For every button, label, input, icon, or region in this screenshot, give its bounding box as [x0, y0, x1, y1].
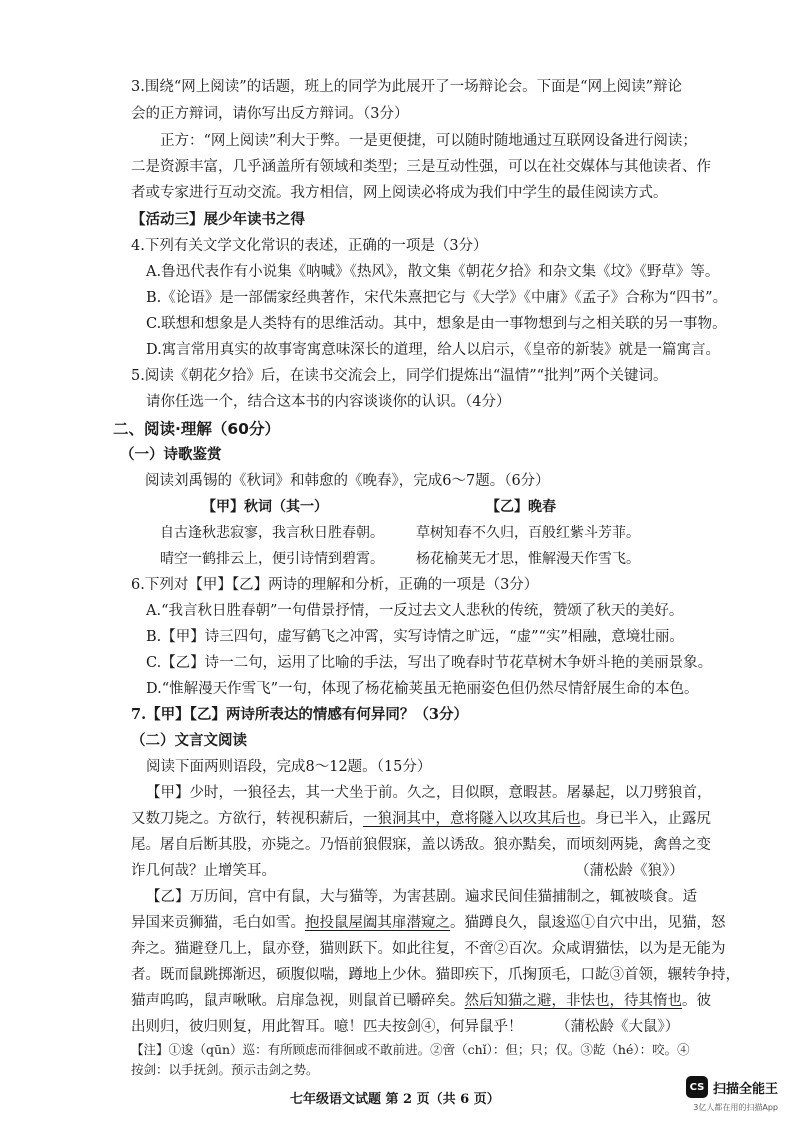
- wolf-line2: 又数刀毙之。方欲行，转视积薪后，一狼洞其中，意将隧入以攻其后也。身已半入，止露尻: [131, 811, 711, 827]
- scanner-watermark: [686, 1076, 778, 1098]
- q4-option-a: A.鲁迅代表作有小说集《呐喊》《热风》，散文集《朝花夕拾》和杂文集《坟》《野草》等。: [146, 264, 720, 280]
- wolf-line1: 【甲】少时，一狼径去，其一犬坐于前。久之，目似瞑，意暇甚。屠暴起，以刀劈狼首，: [146, 785, 712, 801]
- rat-line1: 【乙】万历间，宫中有鼠，大与猫等，为害甚剧。遍求民间佳猫捕制之，辄被啖食。适: [146, 889, 697, 905]
- q7-stem: 7.【甲】【乙】两诗所表达的情感有何异同？（3分）: [131, 706, 468, 723]
- q6-option-d: D.“惟解漫天作雪飞”一句，体现了杨花榆荚虽无艳丽姿色但仍然尽情舒展生命的本色。: [146, 681, 699, 697]
- q6-stem: 6.下列对【甲】【乙】两诗的理解和分析，正确的一项是（3分）: [131, 577, 539, 593]
- q4-option-d: D.寓言常用真实的故事寄寓意味深长的道理，给人以启示，《皇帝的新装》就是一篇寓言。: [146, 342, 720, 358]
- q3-zhengfang-1: 正方：“网上阅读”利大于弊。一是更便捷，可以随时随地通过互联网设备进行阅读；: [160, 133, 697, 149]
- rat-line5: 猫声呜呜，鼠声啾啾。启扉急视，则鼠首已嚼碎矣。然后知猫之避，非怯也，待其惰也。彼: [131, 993, 711, 1009]
- q6-option-b: B.【甲】诗三四句，虚写鹤飞之冲霄，实写诗情之旷远，“虚”“实”相融，意境壮丽。: [146, 629, 684, 645]
- wolf-source: （蒲松龄《狼》）: [575, 863, 684, 879]
- poem-a-title: 【甲】秋词（其一）: [202, 499, 328, 515]
- q5-line2: 请你任选一个，结合这本书的内容谈谈你的认识。（4分）: [146, 394, 511, 410]
- wolf-line3: 尾。屠自后断其股，亦毙之。乃悟前狼假寐，盖以诱敌。狼亦黠矣，而顷刻两毙，禽兽之变: [131, 837, 711, 853]
- camscanner-logo-icon: CS: [686, 1076, 708, 1098]
- wenyan-intro: 阅读下面两则语段，完成8～12题。（15分）: [146, 759, 432, 775]
- watermark-tagline: 3亿人都在用的扫描App: [693, 1103, 778, 1112]
- activity3-heading: 【活动三】展少年读书之得: [131, 211, 305, 228]
- part1-heading: （一）诗歌鉴赏: [120, 446, 222, 463]
- poem-b-title: 【乙】晚春: [486, 499, 556, 515]
- rat-source: （蒲松龄《大鼠》）: [556, 1019, 680, 1035]
- q3-line2: 会的正方辩词，请你写出反方辩词。（3分）: [131, 106, 409, 122]
- poem-intro: 阅读刘禹锡的《秋词》和韩愈的《晚春》，完成6～7题。（6分）: [145, 473, 550, 489]
- notes-line2: 按剑：以手抚剑。预示击剑之势。: [131, 1062, 319, 1077]
- watermark-name: 扫描全能王: [712, 1081, 778, 1097]
- poem-a-line2: 晴空一鹤排云上，便引诗情到碧霄。: [160, 551, 384, 567]
- q4-option-c: C.联想和想象是人类特有的思维活动。其中，想象是由一事物想到与之相关联的另一事物。: [146, 316, 727, 332]
- q6-option-c: C.【乙】诗一二句，运用了比喻的手法，写出了晚春时节花草树木争妍斗艳的美丽景象。: [146, 655, 713, 671]
- rat-line4: 者。既而鼠跳掷渐迟，硕腹似喘，蹲地上少休。猫即疾下，爪掬顶毛，口龁③首领，辗转争持，: [131, 967, 740, 983]
- rat-underlined-sentence-2: 然后知猫之避，非怯也，待其惰也: [464, 993, 682, 1009]
- q6-option-a: A.“我言秋日胜春朝”一句借景抒情，一反过去文人悲秋的传统，赞颂了秋天的美好。: [146, 603, 684, 619]
- wolf-underlined-sentence: 一狼洞其中，意将隧入以攻其后也: [363, 811, 581, 827]
- notes-line1: 【注】①逡（qūn）巡：有所顾虑而徘徊或不敢前进。②啻（chǐ）：但；只；仅。③龁（hé）：咬。④: [131, 1042, 690, 1057]
- section2-heading: 二、阅读·理解（60分）: [113, 420, 280, 438]
- q4-option-b: B.《论语》是一部儒家经典著作，宋代朱熹把它与《大学》《中庸》《孟子》合称为“四书”。: [146, 290, 728, 306]
- rat-underlined-sentence-1: 抱投鼠屋阖其扉潜窥之: [305, 915, 450, 931]
- rat-line2: 异国来贡狮猫，毛白如雪。抱投鼠屋阖其扉潜窥之。猫蹲良久，鼠逡巡①自穴中出，见猫，怒: [131, 915, 726, 931]
- q3-zhengfang-3: 者或专家进行互动交流。我方相信，网上阅读必将成为我们中学生的最佳阅读方式。: [131, 185, 668, 201]
- q5-line1: 5.阅读《朝花夕拾》后，在读书交流会上，同学们提炼出“温情”“批判”两个关键词。: [131, 368, 668, 384]
- q3-line1: 3.围绕“网上阅读”的话题，班上的同学为此展开了一场辩论会。下面是“网上阅读”辩论: [131, 79, 682, 95]
- poem-a-line1: 自古逢秋悲寂寥，我言秋日胜春朝。: [160, 525, 384, 541]
- rat-line6: 出则归，彼归则复，用此智耳。噫！匹夫按剑④，何异鼠乎！: [131, 1019, 523, 1035]
- poem-b-line1: 草树知春不久归，百般红紫斗芳菲。: [416, 525, 640, 541]
- page-footer: 七年级语文试题 第 2 页（共 6 页）: [290, 1092, 500, 1107]
- poem-b-line2: 杨花榆荚无才思，惟解漫天作雪飞。: [416, 551, 640, 567]
- q3-zhengfang-2: 二是资源丰富，几乎涵盖所有领域和类型；三是互动性强，可以在社交媒体与其他读者、作: [131, 159, 711, 175]
- wolf-line4: 诈几何哉？止增笑耳。: [131, 863, 276, 879]
- part2-heading: （二）文言文阅读: [131, 732, 247, 749]
- q4-stem: 4.下列有关文学文化常识的表述，正确的一项是（3分）: [131, 238, 488, 254]
- rat-line3: 奔之。猫避登几上，鼠亦登，猫则跃下。如此往复，不啻②百次。众咸谓猫怯，以为是无能为: [131, 941, 726, 957]
